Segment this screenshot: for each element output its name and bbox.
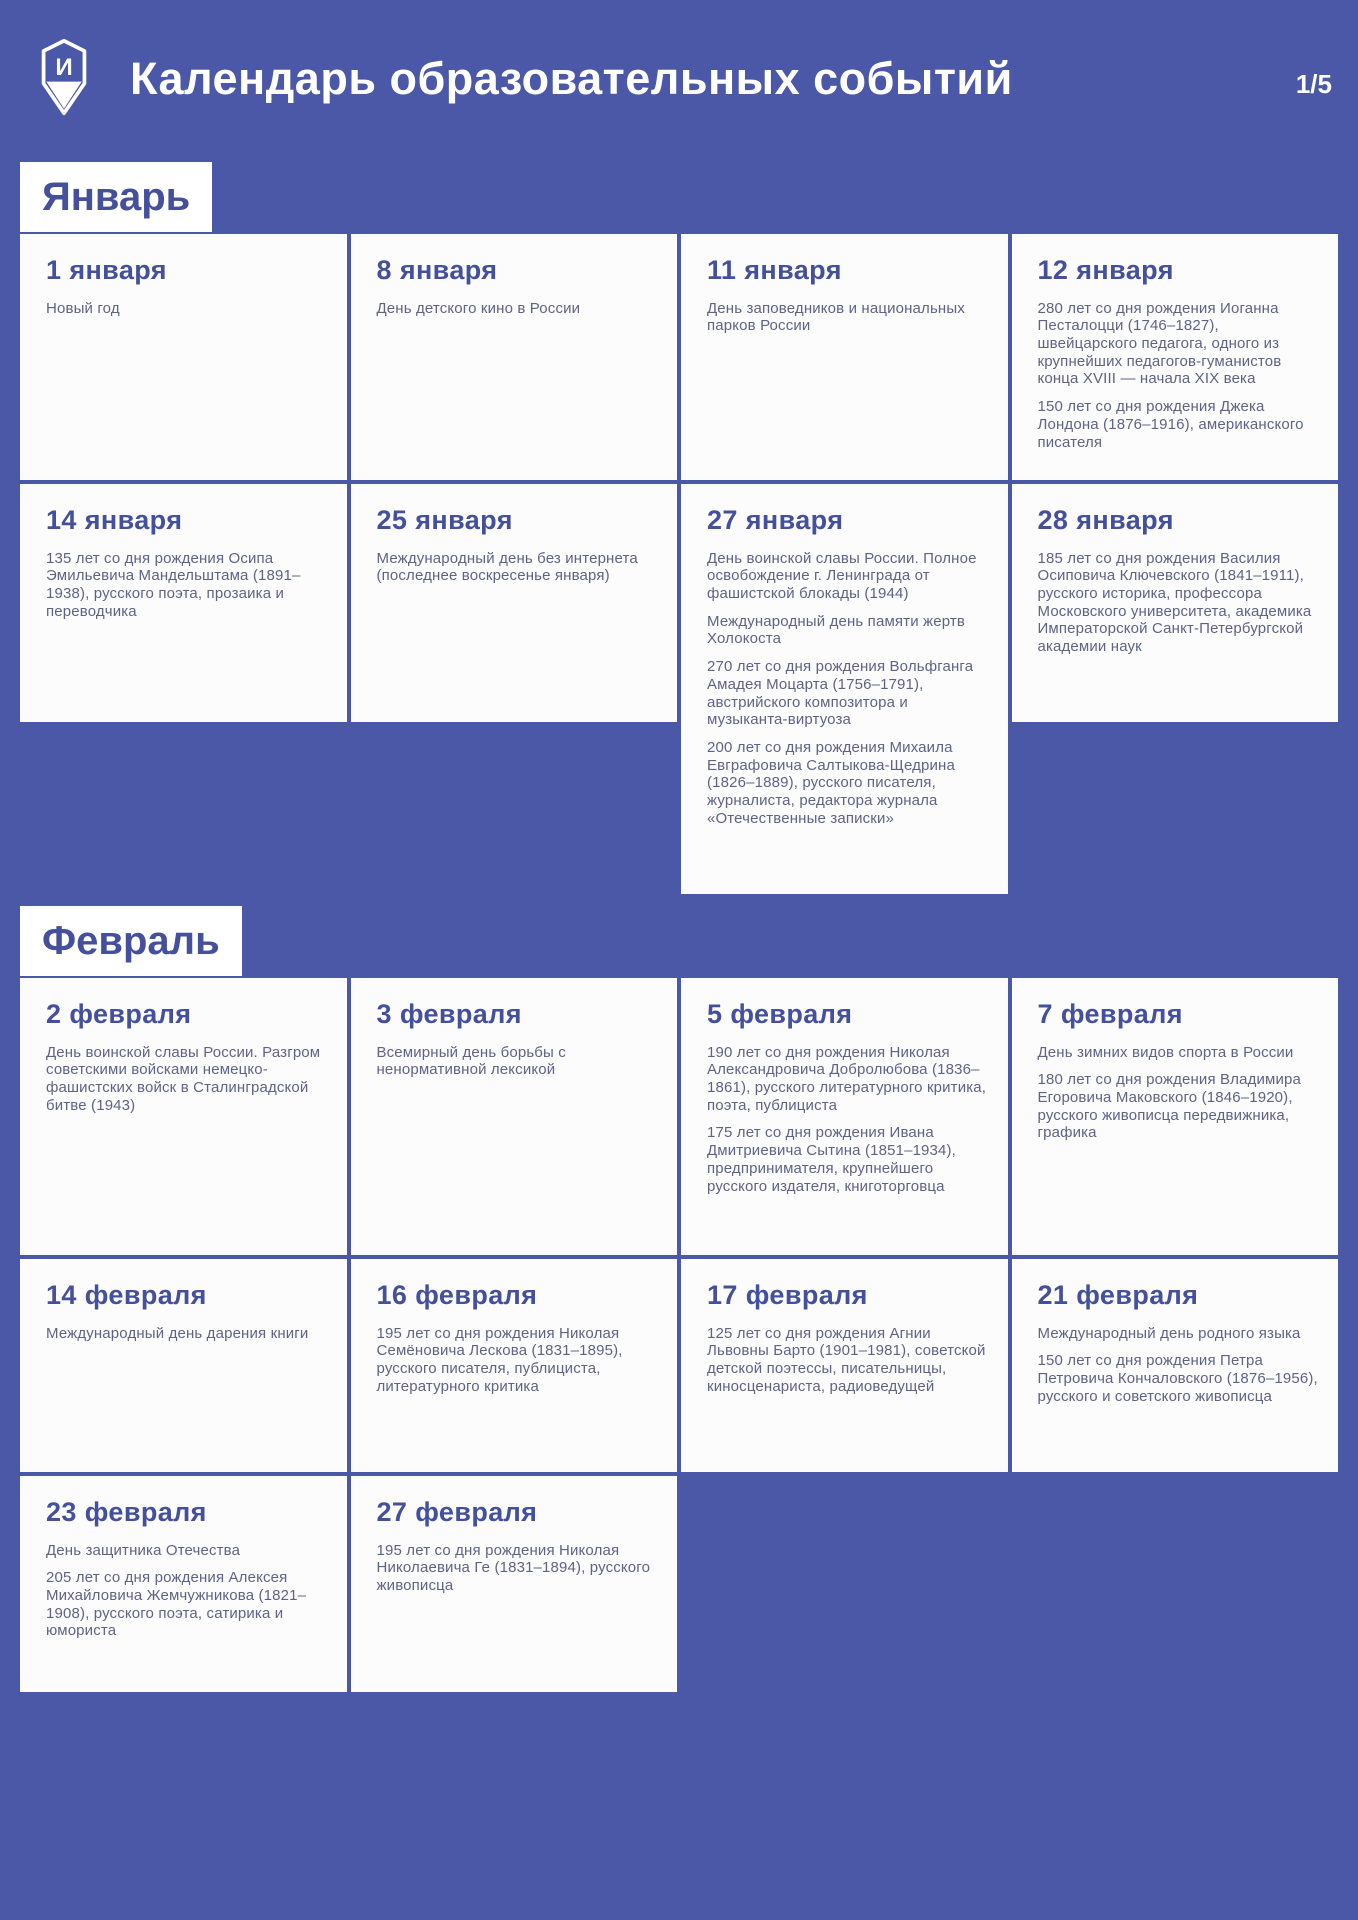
card-paragraph: 195 лет со дня рождения Николая Николаевича Ге (1831–1894), русского живописца — [376, 1541, 651, 1595]
institute-logo-icon — [36, 38, 92, 121]
card-jan-11 — [681, 234, 1008, 480]
card-paragraph: День воинской славы России. Полное освобождение г. Ленинграда от фашистской блокады (1944) — [707, 549, 977, 603]
card-date: 3 февраля — [376, 999, 522, 1029]
calendar-content — [0, 140, 1358, 1692]
svg-text:И: И — [55, 53, 73, 81]
card-jan-8 — [351, 234, 678, 480]
card-date: 14 января — [46, 505, 183, 535]
card-feb-2 — [20, 978, 347, 1255]
card-feb-3 — [351, 978, 678, 1255]
card-date: 12 января — [1037, 255, 1174, 285]
card-paragraph: Международный день дарения книги — [46, 1324, 309, 1342]
card-jan-27 — [681, 484, 1008, 894]
card-feb-21 — [1012, 1259, 1339, 1472]
card-feb-14 — [20, 1259, 347, 1472]
month-label-january: Январь — [20, 162, 212, 232]
card-paragraph: Международный день без интернета (последнее воскресенье января) — [376, 549, 638, 585]
card-paragraph: День зимних видов спорта в России — [1037, 1043, 1294, 1061]
card-jan-25 — [351, 484, 678, 722]
card-feb-17 — [681, 1259, 1008, 1472]
card-date: 23 февраля — [46, 1497, 207, 1527]
february-grid — [20, 978, 1338, 1692]
card-paragraph: День защитника Отечества — [46, 1541, 241, 1559]
card-paragraph: 280 лет со дня рождения Иоганна Песталоцци (1746–1827), швейцарского педагога, одного из крупнейших педагогов-гуманистов конца XVIII — начала XIX века — [1037, 299, 1282, 388]
card-date: 27 января — [707, 505, 844, 535]
card-date: 1 января — [46, 255, 167, 285]
card-jan-12 — [1012, 234, 1339, 480]
card-date: 2 февраля — [46, 999, 192, 1029]
card-paragraph: День воинской славы России. Разгром советскими войсками немецко-фашистских войск в Сталинградской битве (1943) — [46, 1043, 321, 1114]
card-date: 5 февраля — [707, 999, 853, 1029]
card-paragraph: День заповедников и национальных парков России — [707, 299, 965, 335]
card-date: 17 февраля — [707, 1280, 868, 1310]
card-feb-16 — [351, 1259, 678, 1472]
month-label-february: Февраль — [20, 906, 242, 976]
card-date: 11 января — [707, 255, 842, 285]
january-grid — [20, 234, 1338, 894]
card-paragraph: Международный день родного языка — [1037, 1324, 1301, 1342]
card-paragraph: Всемирный день борьбы с ненормативной лексикой — [376, 1043, 566, 1079]
card-date: 7 февраля — [1037, 999, 1183, 1029]
card-date: 25 января — [376, 505, 513, 535]
page-header — [0, 0, 1358, 140]
card-feb-7 — [1012, 978, 1339, 1255]
card-paragraph: 150 лет со дня рождения Джека Лондона (1876–1916), американского писателя — [1037, 398, 1304, 451]
card-feb-23 — [20, 1476, 347, 1692]
card-paragraph: 200 лет со дня рождения Михаила Евграфовича Салтыкова-Щедрина (1826–1889), русского писателя, журналиста, редактора журнала «Отечественные записки» — [707, 738, 955, 827]
card-paragraph: Международный день памяти жертв Холокоста — [707, 612, 966, 648]
card-paragraph: 205 лет со дня рождения Алексея Михайловича Жемчужникова (1821–1908), русского поэта, сатирика и юмориста — [46, 1569, 307, 1640]
card-date: 21 февраля — [1037, 1280, 1199, 1310]
card-paragraph: Новый год — [46, 299, 120, 317]
card-date: 8 января — [376, 255, 498, 285]
card-paragraph: 190 лет со дня рождения Николая Александровича Добролюбова (1836–1861), русского литературного критика, поэта, публициста — [707, 1043, 987, 1114]
card-jan-28 — [1012, 484, 1339, 722]
card-date: 28 января — [1037, 505, 1174, 535]
card-paragraph: 180 лет со дня рождения Владимира Егоровича Маковского (1846–1920), русского живописца передвижника, графика — [1037, 1071, 1301, 1142]
card-paragraph: 175 лет со дня рождения Ивана Дмитриевича Сытина (1851–1934), предпринимателя, крупнейшего русского издателя, книготорговца — [707, 1124, 957, 1195]
card-feb-27 — [351, 1476, 678, 1692]
page-title: Календарь образовательных событий — [130, 53, 1013, 105]
card-paragraph: День детского кино в России — [376, 299, 581, 317]
card-jan-1 — [20, 234, 347, 480]
card-paragraph: 125 лет со дня рождения Агнии Львовны Барто (1901–1981), советской детской поэтессы, писательницы, киносценариста, радиоведущей — [707, 1324, 986, 1395]
card-paragraph: 150 лет со дня рождения Петра Петровича Кончаловского (1876–1956), русского и советского живописца — [1037, 1352, 1318, 1405]
card-jan-14 — [20, 484, 347, 722]
page-indicator: 1/5 — [1295, 68, 1332, 99]
card-date: 27 февраля — [376, 1497, 538, 1527]
card-feb-5 — [681, 978, 1008, 1255]
card-date: 14 февраля — [46, 1280, 207, 1310]
card-paragraph: 270 лет со дня рождения Вольфганга Амадея Моцарта (1756–1791), австрийского композитора и музыканта-виртуоза — [707, 658, 974, 729]
card-paragraph: 135 лет со дня рождения Осипа Эмильевича Мандельштама (1891–1938), русского поэта, прозаика и переводчика — [46, 549, 301, 620]
card-paragraph: 195 лет со дня рождения Николая Семёновича Лескова (1831–1895), русского писателя, публициста, литературного критика — [376, 1324, 623, 1395]
card-paragraph: 185 лет со дня рождения Василия Осиповича Ключевского (1841–1911), русского историка, профессора Московского университета, академика Императорской Санкт-Петербургской академии наук — [1037, 549, 1312, 656]
card-date: 16 февраля — [376, 1280, 538, 1310]
